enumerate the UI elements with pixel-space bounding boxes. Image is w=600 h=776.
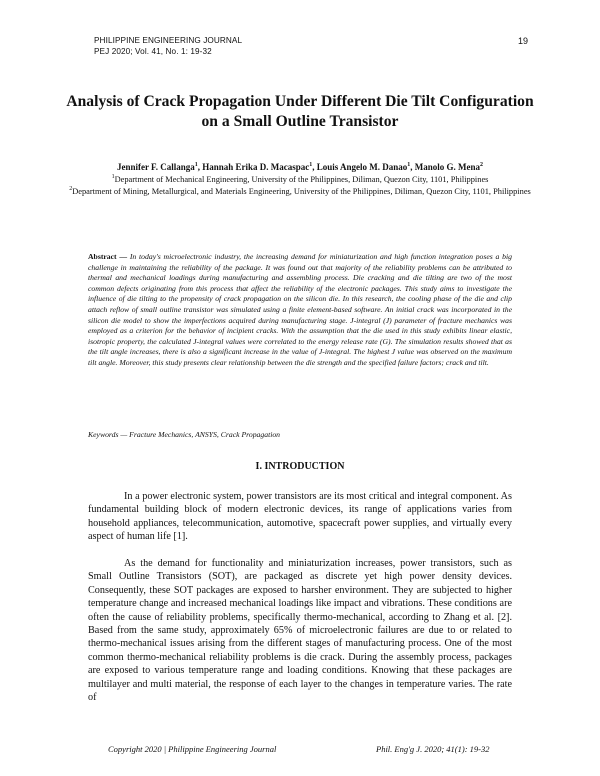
body-paragraph: As the demand for functionality and miniaturization increases, power transistors, such as Small Outline Transistors (SOT), are packaged as discrete yet high power density devices. Consequently, these SOT packages are exposed to harsher environment. They are subjected to higher temperature change and increased mechanical loadings like impact and vibrations. These conditions are often the cause of reliability problems, specifically thermo-mechanical, according to Zhang et al. [2]. Based from the same study, approximately 65% of microelectronic failures are due to or related to thermo-mechanical issues arising from the different stages of manufacturing process. One of the most common thermo-mechanical reliability problems is die crack. During the assembly process, packages are exposed to various temperature range and loading conditions. Knowing that these packages are multilayer and multi material, the response of each layer to the changes in temperature varies. The rate of <box>88 558 512 704</box>
affiliation: $^1$Department of Mechanical Engineering, University of the Philippines, Diliman, Quezon City, 1101, Philippines <box>111 174 489 184</box>
footer-citation: Phil. Eng'g J. 2020; 41(1): 19-32 <box>376 744 490 754</box>
affiliation: $^2$Department of Mining, Metallurgical, and Materials Engineering, University of the Philippines, Diliman, Quezon City, 1101, Philippines <box>69 186 531 197</box>
paper-title: Analysis of Crack Propagation Under Different Die Tilt Configuration on a Small Outline Transistor <box>66 93 534 130</box>
abstract <box>88 252 512 369</box>
abstract-text: In today's microelectronic industry, the increasing demand for miniaturization and high function integration poses a big challenge in maintaining the reliability of the package. It was found out that majority of the reliability problems can be attributed to thermal and mechanical loadings during manufacturing and assembling process. Die cracking and die tilting are two of the most common defects originating from this process that affect the reliability of the electronic packages. This study aims to investigate the influence of die tilting to the propensity of crack propagation on the silicon die. In this research, the cooling phase of the die and clip attach reflow of small outline transistor was simulated using a finite element-based software. An initial crack was incorporated in the silicon die model to show the imperfections acquired during manufacturing stage. J-integral (J) parameter of fracture mechanics was employed as a criterion for the behavior of incipient cracks. With the assumption that the die used in this study exhibits linear elastic, isotropic property, the calculated J-integral values were correlated to the energy release rate (G). The simulation results showed that as the tilt angle increases, there is also a significant increase in the value of J-integral. The highest J value was observed on the maximum tilt angle. Moreover, this study presents clear relationship between the die strength and the specified failure factors; crack and tilt. <box>88 252 512 367</box>
author: Hannah Erika D. Macaspac$^1$, <box>202 162 317 172</box>
section-heading: I. INTRODUCTION <box>255 461 345 472</box>
author: Jennifer F. Callanga$^1$, <box>116 162 203 172</box>
body-paragraph: In a power electronic system, power transistors are its most critical and integral component. As fundamental building block of modern electronic devices, its range of applications varies from household appliances, telecommunication, automotive, spacecraft power supplies, and virtually every aspect of human life [1]. <box>88 491 512 543</box>
affiliations <box>60 174 540 198</box>
journal-volume: PEJ 2020; Vol. 41, No. 1: 19-32 <box>94 46 212 56</box>
journal-name: PHILIPPINE ENGINEERING JOURNAL <box>94 36 243 45</box>
author: Manolo G. Mena$^2$ <box>414 162 484 172</box>
running-header <box>94 36 242 57</box>
author-list <box>60 161 540 173</box>
author: Louis Angelo M. Danao$^1$, <box>316 162 415 172</box>
footer-copyright: Copyright 2020 | Philippine Engineering Journal <box>108 744 277 754</box>
abstract-label: Abstract — <box>88 252 128 261</box>
keywords: Keywords — Fracture Mechanics, ANSYS, Crack Propagation <box>88 430 281 439</box>
page-number: 19 <box>518 36 529 46</box>
